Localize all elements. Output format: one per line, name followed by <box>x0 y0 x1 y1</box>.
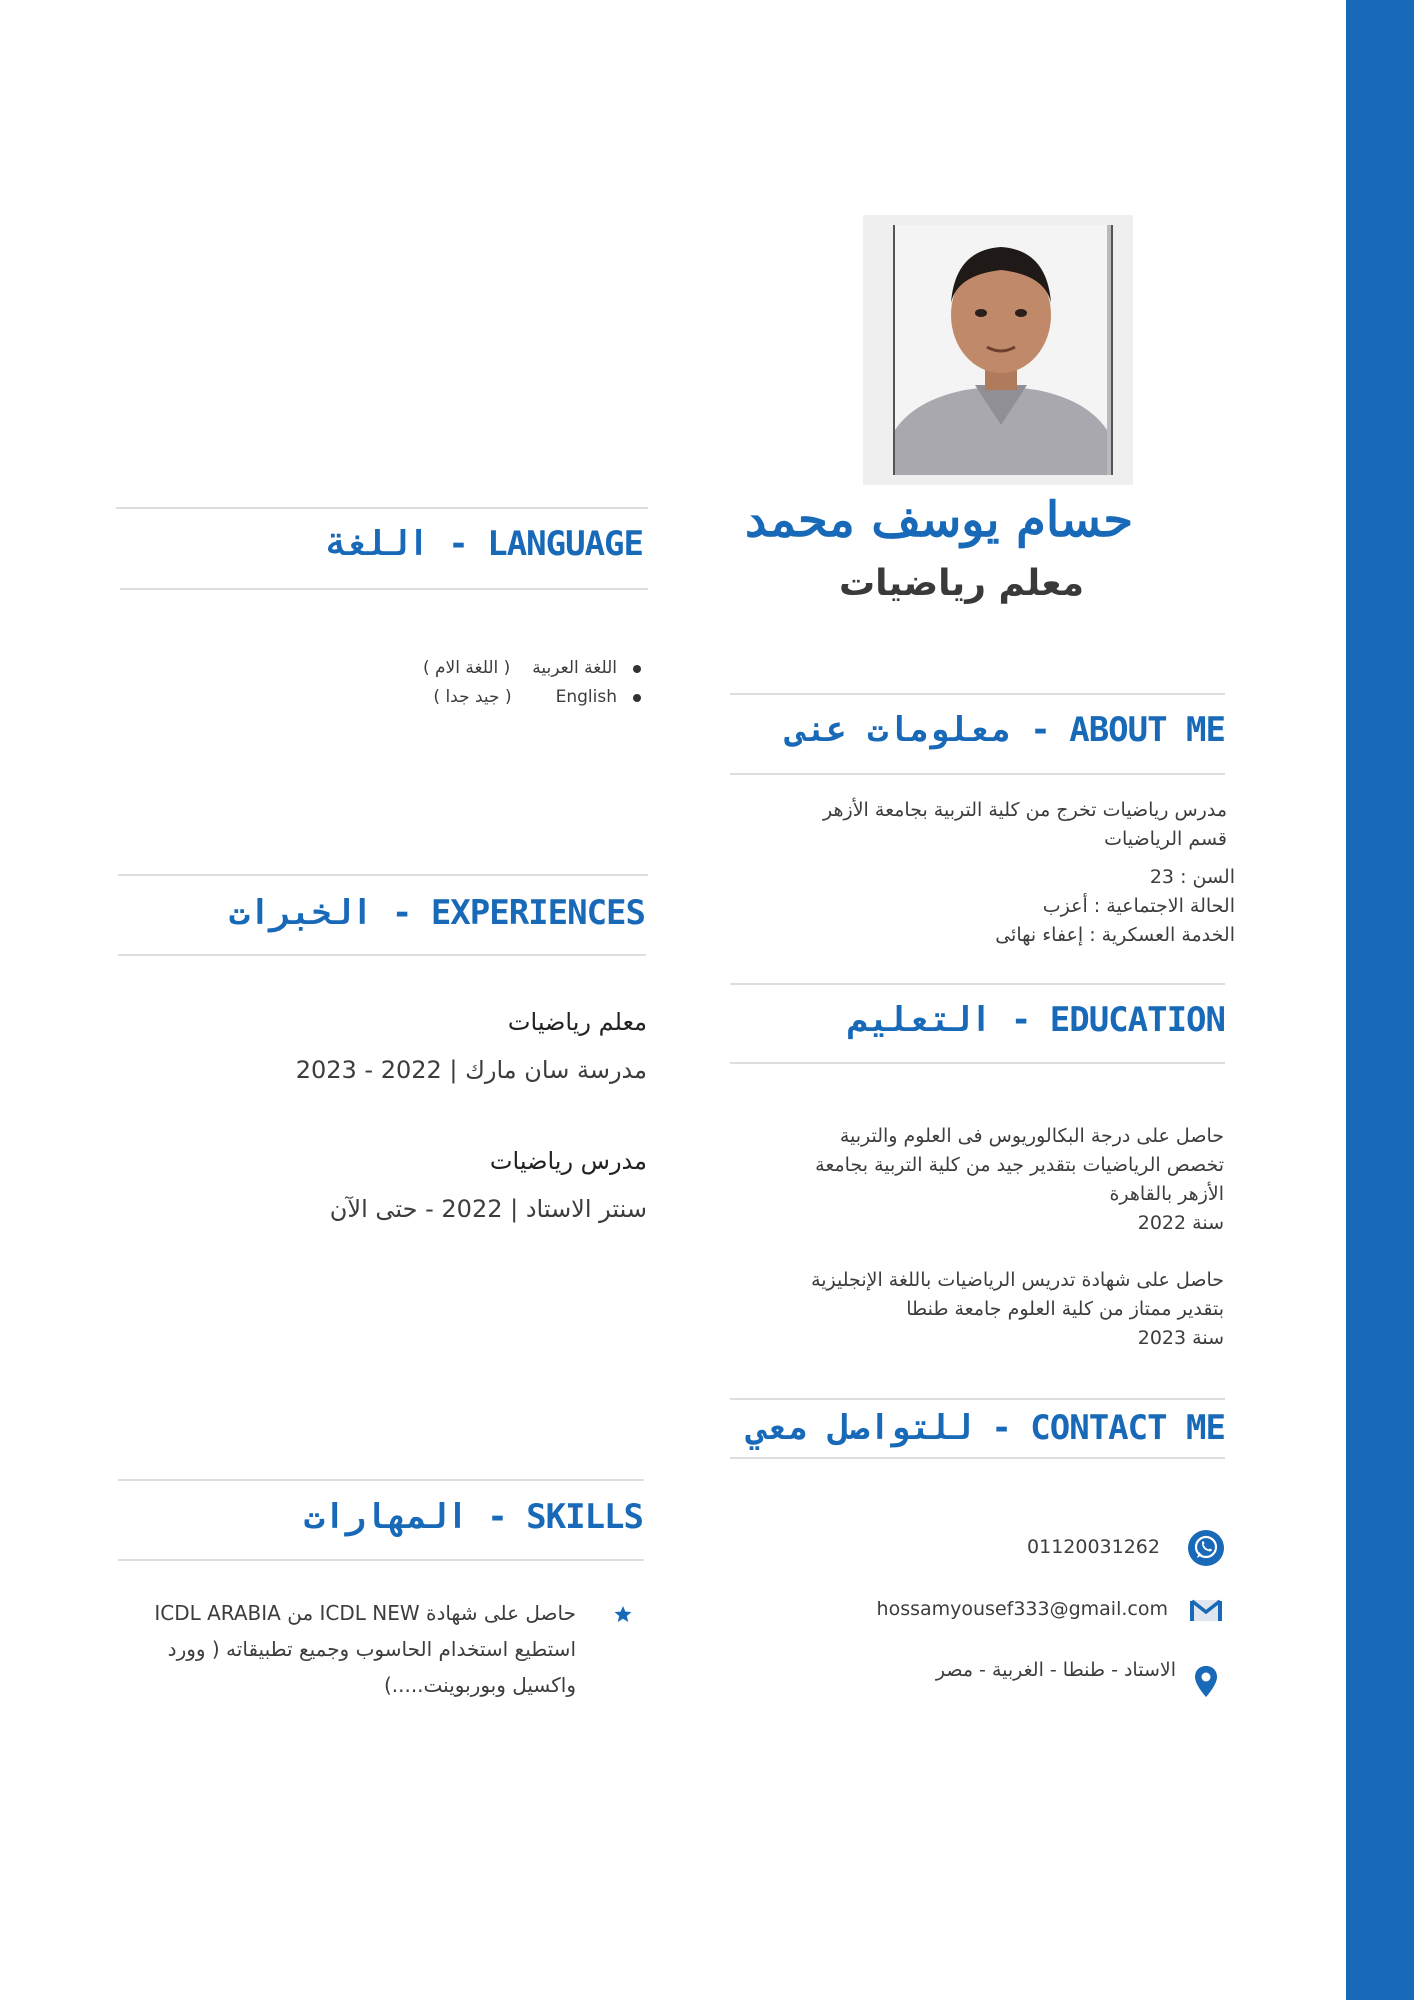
language-level: ( اللغة الام ) <box>423 658 511 678</box>
language-level: ( جيد جدا ) <box>433 687 512 707</box>
language-list <box>285 654 645 712</box>
list-item <box>285 683 645 712</box>
right-accent-bar <box>1346 0 1414 2000</box>
divider <box>730 693 1225 695</box>
section-heading-about: ABOUT ME - معلومات عنى <box>785 710 1225 750</box>
language-name: English <box>555 687 617 707</box>
section-heading-skills: SKILLS - المهارات <box>304 1497 643 1537</box>
divider <box>118 874 648 876</box>
education-degree-1: حاصل على درجة البكالوريوس فى العلوم والتربية تخصص الرياضيات بتقدير جيد من كلية التربية بجامعة الأزهر بالقاهرة سنة 2022 <box>815 1125 1224 1234</box>
divider <box>118 1479 644 1481</box>
divider <box>118 954 646 956</box>
skills-text: حاصل على شهادة ICDL NEW من ICDL ARABIA استطيع استخدام الحاسوب وجميع تطبيقاته ( وورد واكسيل وبوربوينت.....) <box>154 1601 576 1697</box>
divider <box>116 507 648 509</box>
about-marital-status: الحالة الاجتماعية : أعزب <box>1042 895 1235 917</box>
about-summary: مدرس رياضيات تخرج من كلية التربية بجامعة الأزهر قسم الرياضيات <box>823 799 1227 850</box>
contact-email-row[interactable] <box>726 1590 1226 1630</box>
list-item <box>285 654 645 683</box>
divider <box>730 773 1225 775</box>
profile-photo <box>893 225 1113 475</box>
section-heading-education: EDUCATION - التعليم <box>848 1000 1225 1040</box>
experience-place: سنتر الاستاد | 2022 - حتى الآن <box>329 1195 647 1223</box>
whatsapp-icon <box>1186 1528 1226 1568</box>
contact-address-row <box>726 1659 1226 1702</box>
divider <box>730 1062 1225 1064</box>
divider <box>730 983 1225 985</box>
gmail-icon <box>1186 1590 1226 1630</box>
section-heading-contact: CONTACT ME - للتواصل معي <box>746 1408 1225 1448</box>
section-heading-language: LANGUAGE - اللغة <box>326 524 643 564</box>
education-degree-2: حاصل على شهادة تدريس الرياضيات باللغة الإنجليزية بتقدير ممتاز من كلية العلوم جامعة طنطا سنة 2023 <box>811 1269 1224 1349</box>
profile-name: حسام يوسف محمد <box>745 492 1133 548</box>
contact-email[interactable]: hossamyousef333@gmail.com <box>876 1598 1168 1620</box>
about-details <box>995 863 1235 950</box>
contact-phone-row[interactable] <box>726 1528 1226 1568</box>
divider <box>730 1398 1225 1400</box>
star-bullet-icon <box>613 1604 633 1624</box>
about-military-service: الخدمة العسكرية : إعفاء نهائى <box>995 924 1235 946</box>
divider <box>118 1559 644 1561</box>
contact-phone[interactable]: 01120031262 <box>1027 1536 1160 1558</box>
experience-title: معلم رياضيات <box>507 1008 647 1036</box>
divider <box>120 588 648 590</box>
contact-address: الاستاد - طنطا - الغربية - مصر <box>935 1659 1176 1681</box>
profile-job-title: معلم رياضيات <box>838 563 1084 604</box>
experience-title: مدرس رياضيات <box>489 1147 647 1175</box>
location-pin-icon <box>1186 1662 1226 1702</box>
experience-place: مدرسة سان مارك | 2022 - 2023 <box>295 1056 647 1084</box>
section-heading-experiences: EXPERIENCES - الخبرات <box>229 893 645 933</box>
about-age: السن : 23 <box>1149 866 1235 888</box>
language-name: اللغة العربية <box>532 658 617 678</box>
profile-photo-frame <box>863 215 1133 485</box>
divider <box>730 1457 1225 1459</box>
